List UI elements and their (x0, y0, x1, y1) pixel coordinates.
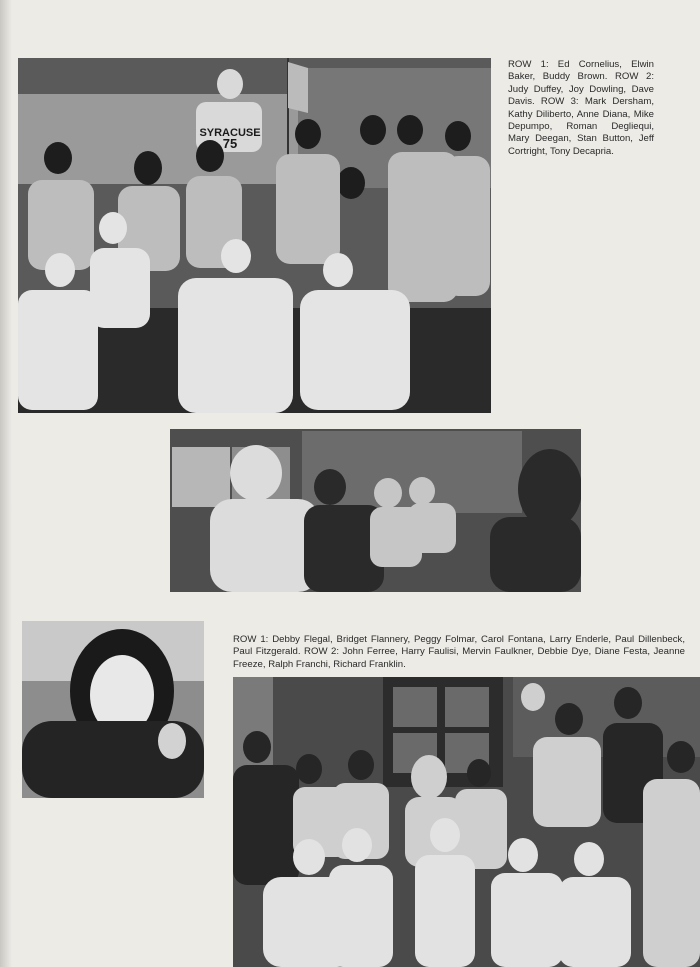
classroom-photo (170, 429, 581, 592)
page-binding-shadow (0, 0, 12, 967)
shirt-team-label: SYRACUSE (199, 127, 261, 139)
caption-group-one: ROW 1: Ed Cornelius, Elwin Baker, Buddy Brown. ROW 2: Judy Duffey, Joy Dowling, Dave Davis. ROW 3: Mark Dersham, Kathy Diliberto, Anne Diana, Mike Depumpo, Roman Degliequi, Mary Deegan, Stan Button, Jeff Cortright, Tony Decapria. (508, 59, 654, 157)
portrait-photo (22, 621, 204, 798)
group-photo-two (233, 677, 700, 967)
caption-group-two: ROW 1: Debby Flegal, Bridget Flannery, Peggy Folmar, Carol Fontana, Larry Enderle, Paul Dillenbeck, Paul Fitzgerald. ROW 2: John Ferree, Harry Faulisi, Mervin Faulkner, Debbie Dye, Diane Festa, Jeanne Freeze, Ralph Franchi, Richard Franklin. (233, 634, 685, 670)
group-photo-one (18, 58, 491, 413)
shirt-number-label: 75 (222, 136, 238, 151)
